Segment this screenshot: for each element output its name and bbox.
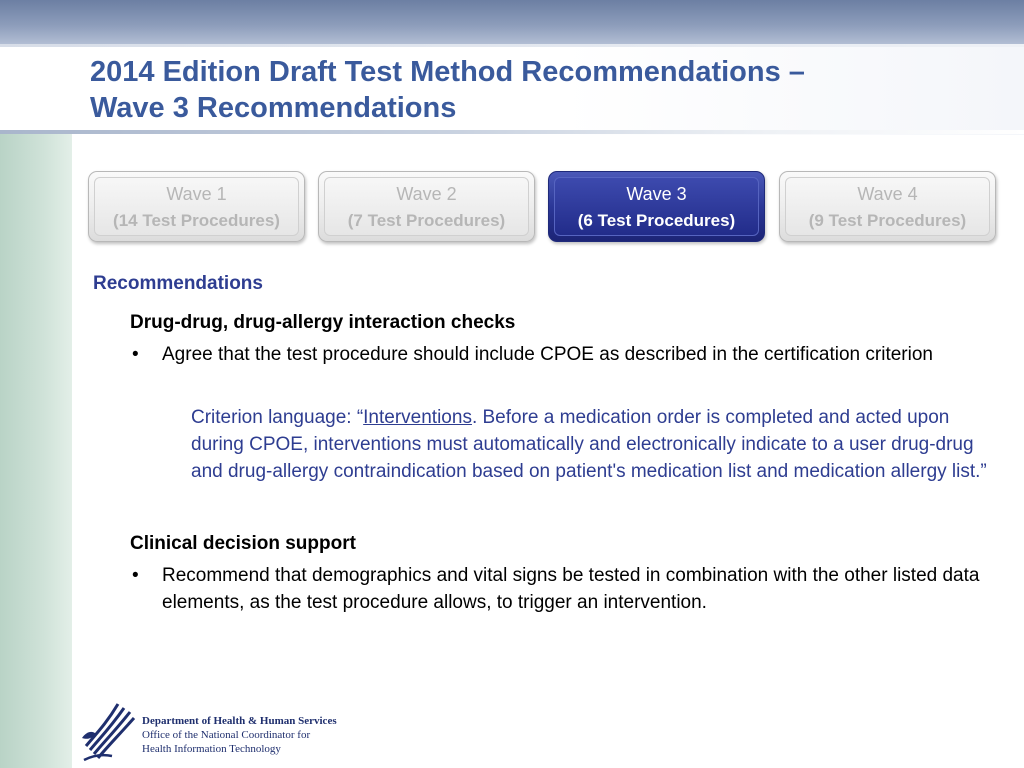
bullet-text: Recommend that demographics and vital signs be tested in combination with the other listed data elements, as the test procedure allows, to trigger an intervention. [162,565,980,613]
footer-line-3: Health Information Technology [142,743,281,755]
tab-sublabel: (6 Test Procedures) [577,211,736,230]
tab-wave-1[interactable] [88,171,305,242]
quote-body: . Before a medication order is completed and acted upon during CPOE, interventions must automatically and electronically indicate to a user drug-drug and drug-allergy contraindication based on patient's medication list and medication allergy list.” [191,407,987,482]
bullet-marker: • [132,344,139,365]
bullet-text: Agree that the test procedure should include CPOE as described in the certification criterion [162,344,933,365]
hhs-eagle-logo [78,694,138,764]
tab-sublabel: (7 Test Procedures) [347,211,506,230]
footer-text [142,714,337,756]
side-band [0,134,72,768]
tab-label: Wave 4 [857,184,918,204]
tab-label: Wave 2 [396,184,457,204]
tab-label: Wave 1 [166,184,227,204]
interventions-link[interactable]: Interventions [363,407,472,428]
tab-sublabel: (9 Test Procedures) [808,211,967,230]
criterion-quote [191,404,991,485]
title-divider [0,130,1024,134]
slide-title [90,54,990,126]
hhs-footer-logo [78,694,378,764]
tab-wave-4[interactable] [779,171,996,242]
item-heading-clinical-decision-support: Clinical decision support [130,533,356,554]
footer-line-2: Office of the National Coordinator for [142,729,311,741]
quote-prefix: Criterion language: “ [191,407,364,428]
footer-line-1: Department of Health & Human Services [142,715,337,727]
tab-wave-2[interactable] [318,171,535,242]
title-line-2: Wave 3 Recommendations [90,92,457,124]
tab-label: Wave 3 [626,184,687,204]
item-heading-interaction-checks: Drug-drug, drug-allergy interaction checks [130,312,516,333]
title-line-1: 2014 Edition Draft Test Method Recommendations – [90,56,805,88]
top-banner [0,0,1024,46]
bullet-marker: • [132,565,139,586]
tab-sublabel: (14 Test Procedures) [113,211,280,230]
tab-wave-3[interactable] [548,171,765,242]
section-heading: Recommendations [93,273,263,294]
